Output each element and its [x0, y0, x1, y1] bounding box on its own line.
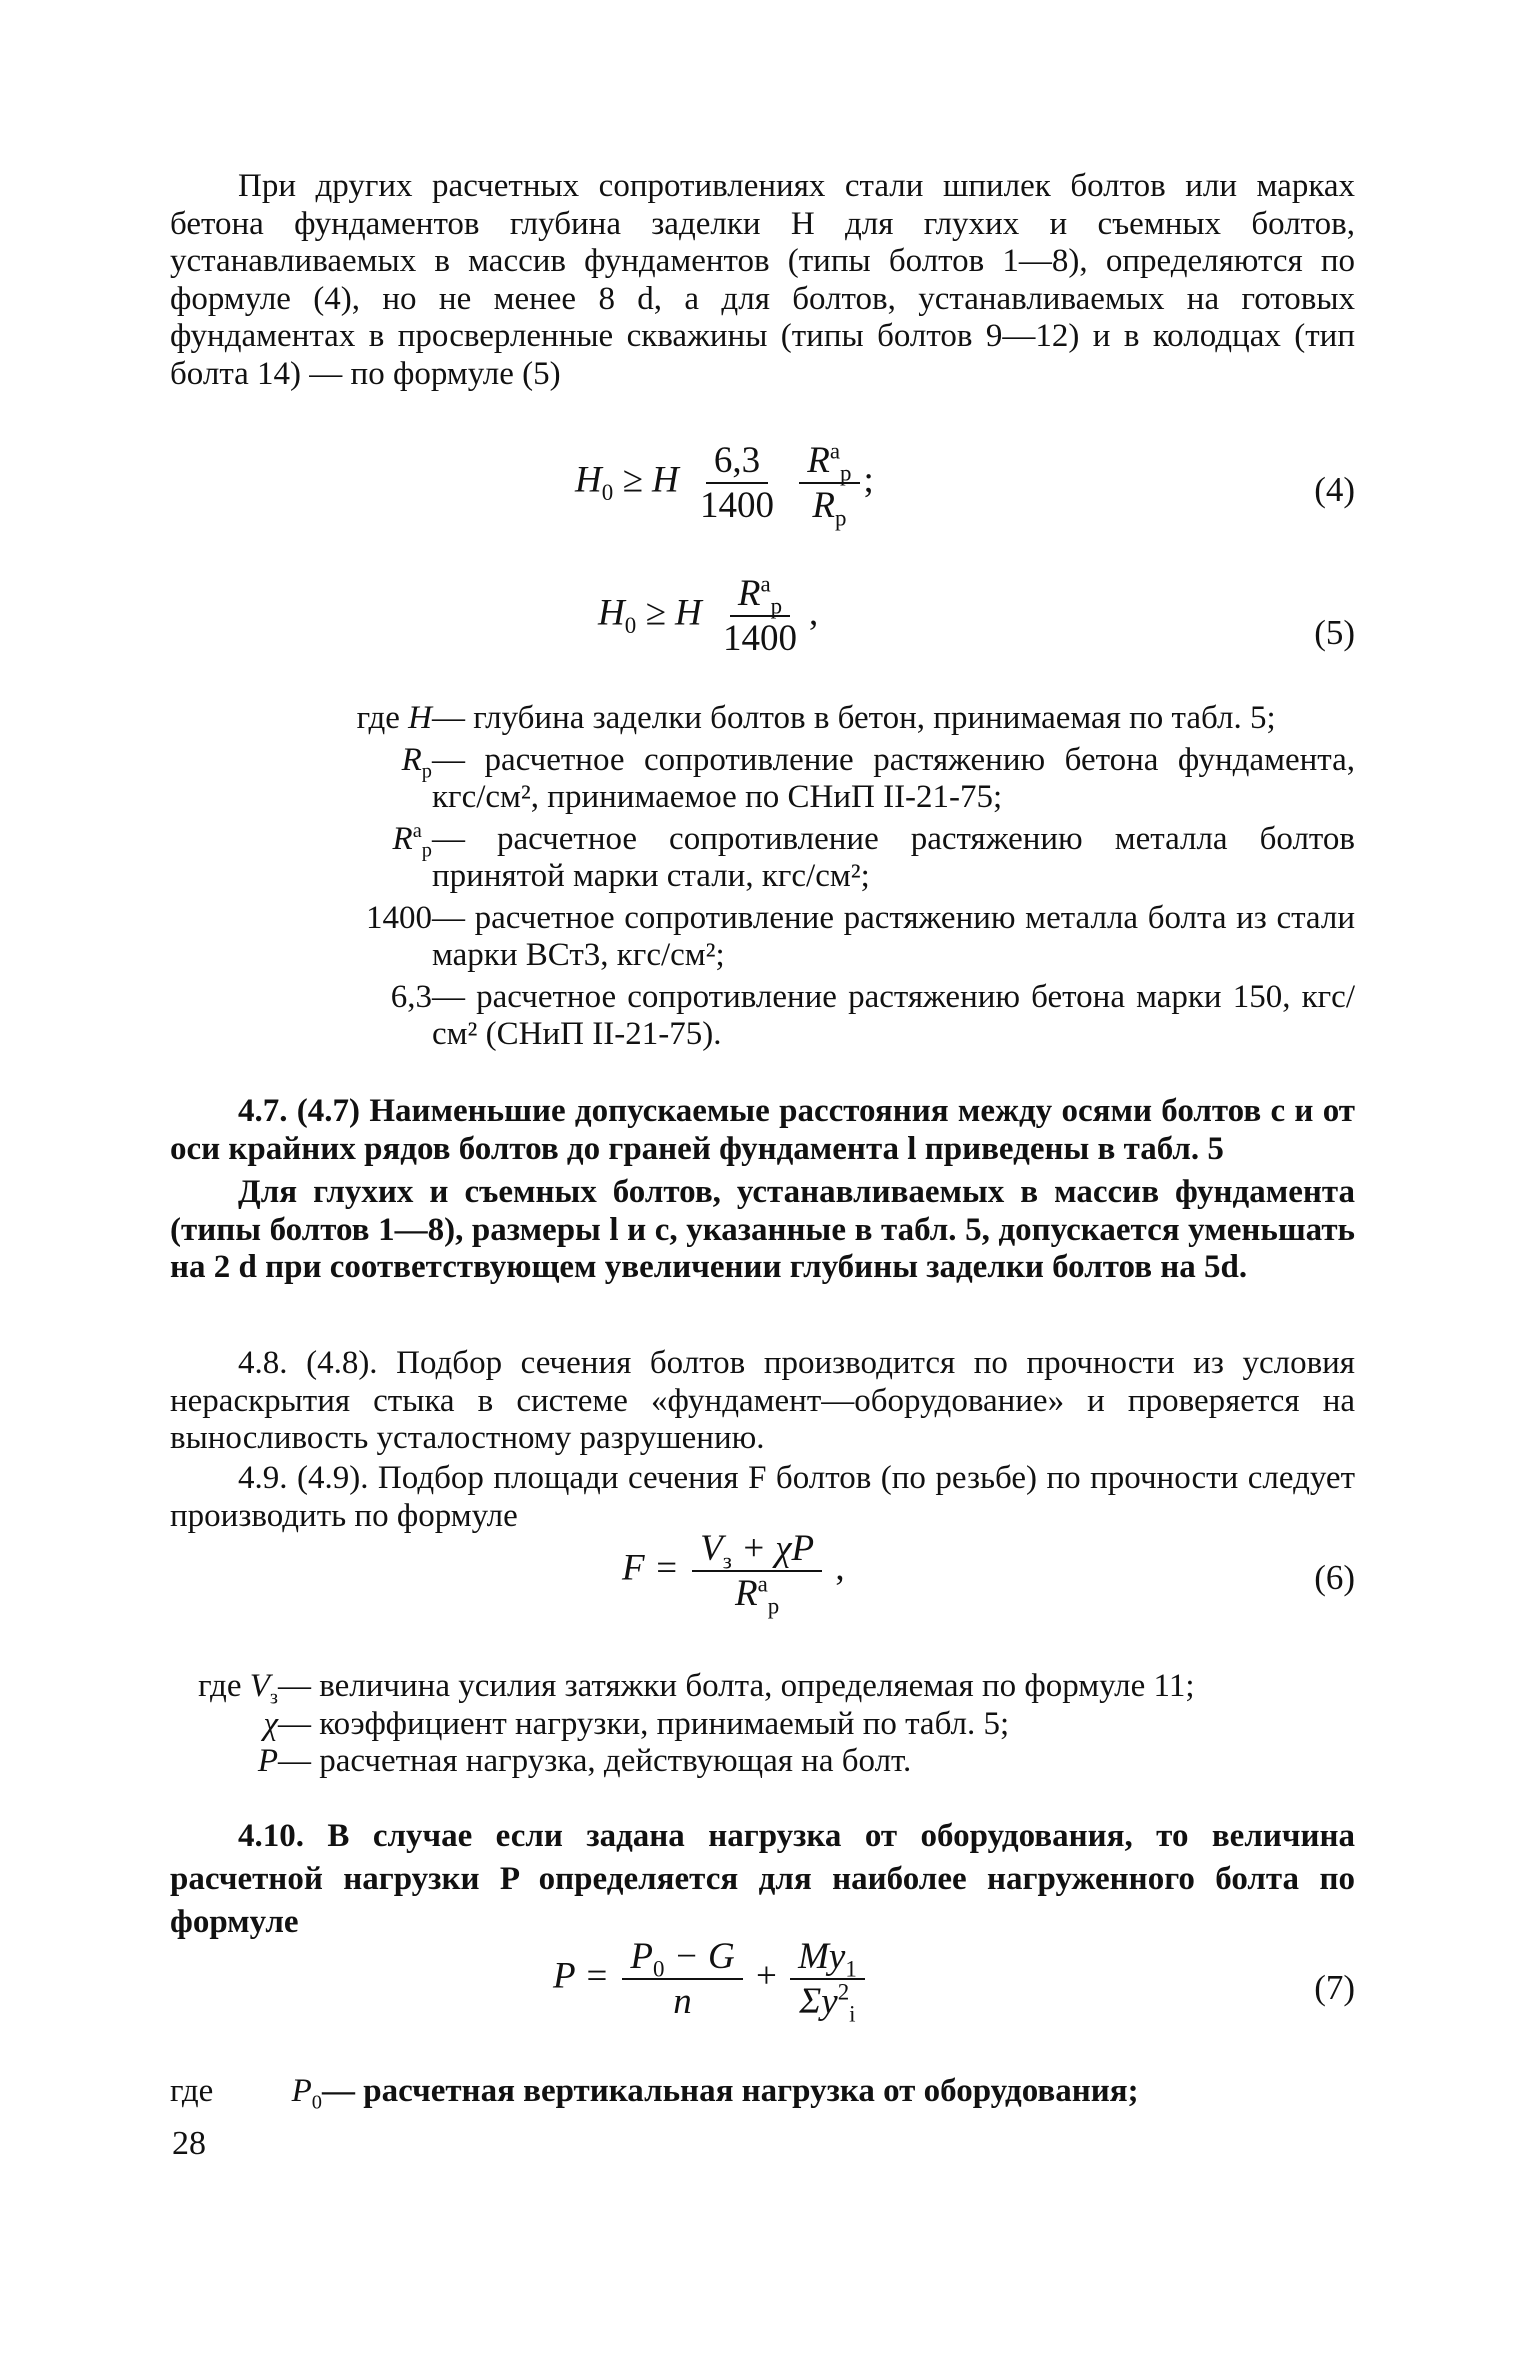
- page-number: 28: [172, 2125, 206, 2162]
- intro-paragraph: [170, 168, 1355, 393]
- definition-item: $R^а_р$ — расчетное сопротивление растяжению металла болтов принятой марки стали, кгс/см²;: [392, 819, 1355, 894]
- section-4-10: [170, 1815, 1355, 1944]
- section-4-10-text: 4.10. В случае если задана нагрузка от оборудования, то величина расчетной нагрузки P определяется для наиболее нагруженного болта по формуле: [170, 1818, 1355, 1940]
- definition-item: P — расчетная нагрузка, действующая на болт.: [257, 1743, 912, 1779]
- formula-6: F = $\frac{V_з + \chi P}{R^а_р}$ , (6): [622, 1528, 1355, 1619]
- definition-item: где $P_0$ — расчетная вертикальная нагрузка от оборудования;: [170, 2073, 1139, 2114]
- definitions-list-1: [170, 700, 1355, 1054]
- formula-4-number: (4): [1314, 470, 1355, 509]
- section-4-7-note: Для глухих и съемных болтов, устанавливаемых в массив фундамента (типы болтов 1—8), размеры l и c, указанные в табл. 5, допускается уменьшать на 2 d при соответствующем увеличении глубины заделки болтов на 5d.: [170, 1174, 1355, 1285]
- definition-item: 6,3 — расчетное сопротивление растяжению бетона марки 150, кгс/см² (СНиП II-21-75).: [390, 978, 1355, 1052]
- definition-item: $R_р$ — расчетное сопротивление растяжению бетона фундамента, кгс/см², принимаемое по СНиП II-21-75;: [401, 741, 1355, 815]
- section-4-7: [170, 1093, 1355, 1287]
- formula-5: $H_0 \ge H$ $\frac{R^а_р}{1400}$ , (5): [598, 571, 1355, 659]
- definition-item: χ — коэффициент нагрузки, принимаемый по табл. 5;: [263, 1705, 1010, 1742]
- section-4-8: [170, 1345, 1355, 1458]
- section-4-9: [170, 1460, 1355, 1535]
- intro-text: При других расчетных сопротивлениях стали шпилек болтов или марках бетона фундаментов глубина заделки H для глухих и съемных болтов, устанавливаемых в массив фундаментов (типы болтов 1—8), определяются по формуле (4), но не менее 8 d, а для болтов, устанавливаемых на готовых фундаментах в просверленные скважины (типы болтов 9—12) и в колодцах (тип болта 14) — по формуле (5): [170, 168, 1355, 392]
- formula-6-number: (6): [1314, 1558, 1355, 1597]
- definitions-list-3: [170, 2073, 1355, 2114]
- definition-item: где $V_з$ — величина усилия затяжки болта, определяемая по формуле 11;: [198, 1668, 1195, 1709]
- formula-5-number: (5): [1314, 613, 1355, 652]
- section-4-9-text: 4.9. (4.9). Подбор площади сечения F болтов (по резьбе) по прочности следует производить по формуле: [170, 1460, 1355, 1534]
- definition-item: 1400 — расчетное сопротивление растяжению металла болта из стали марки ВСт3, кгс/см²;: [366, 899, 1355, 973]
- section-4-7-text: 4.7. (4.7) Наименьшие допускаемые расстояния между осями болтов c и от оси крайних рядов болтов до граней фундамента l приведены в табл. 5: [170, 1093, 1355, 1167]
- formula-7: P = $\frac{P_0 - G}{n}$ + $\frac{My_1}{\Sigma y^2_i}$ (7): [553, 1936, 1355, 2027]
- formula-4: $H_0 \ge H$ $\frac{6,3}{1400}$ $\frac{R^а_р}{R_р}$ ; (4): [575, 438, 1355, 531]
- definition-item: где H — глубина заделки болтов в бетон, принимаемая по табл. 5;: [356, 700, 1276, 736]
- formula-7-number: (7): [1314, 1968, 1355, 2007]
- f4-lhs: H: [575, 459, 602, 501]
- section-4-8-text: 4.8. (4.8). Подбор сечения болтов производится по прочности из условия нераскрытия стыка в системе «фундамент—оборудование» и проверяется на выносливость усталостному разрушению.: [170, 1345, 1355, 1456]
- definitions-list-2: [170, 1668, 1355, 1781]
